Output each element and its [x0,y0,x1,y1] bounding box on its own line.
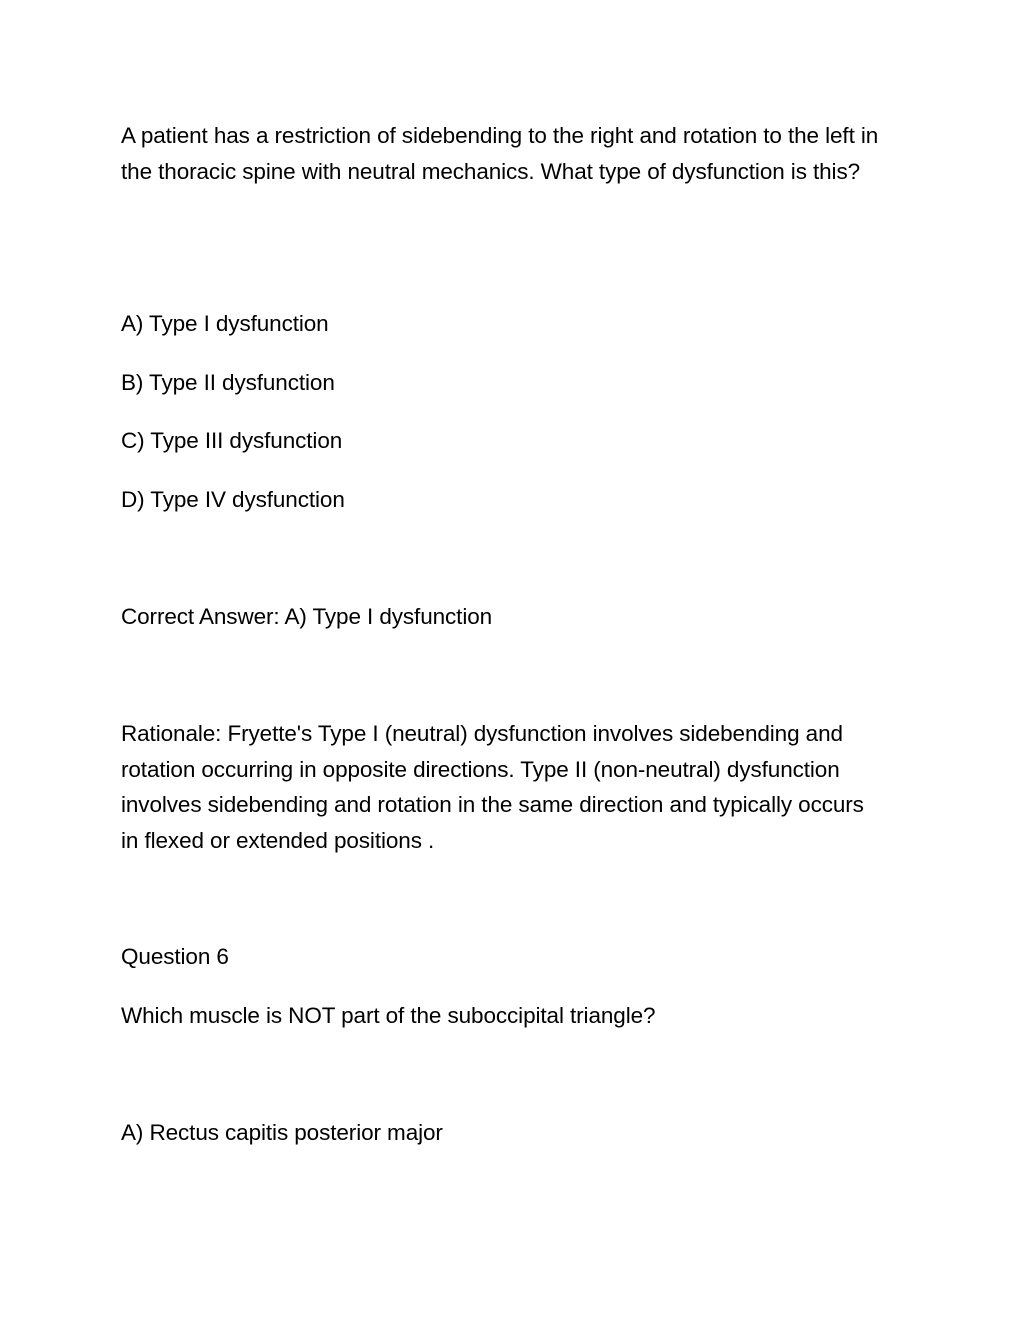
question-6-option-a: A) Rectus capitis posterior major [121,1120,443,1145]
question-6-heading: Question 6 [121,944,229,969]
question-5-option-b: B) Type II dysfunction [121,370,335,395]
question-5-stem: A patient has a restriction of sidebending to the right and rotation to the left in the thoracic spine with neutral mechanics. What type of dysfunction is this? [121,123,879,184]
question-5-correct-answer: Correct Answer: A) Type I dysfunction [121,604,493,629]
question-5-option-d: D) Type IV dysfunction [121,487,345,512]
question-5-rationale: Rationale: Fryette's Type I (neutral) dysfunction involves sidebending and rotation occurring in opposite directions. Type II (non-neutral) dysfunction involves sidebending and rotation in the same direction and typically occurs in flexed or extended positions . [121,721,864,853]
question-5-option-c: C) Type III dysfunction [121,428,343,453]
question-5-option-a: A) Type I dysfunction [121,311,329,336]
question-6-stem: Which muscle is NOT part of the suboccipital triangle? [121,1003,656,1028]
